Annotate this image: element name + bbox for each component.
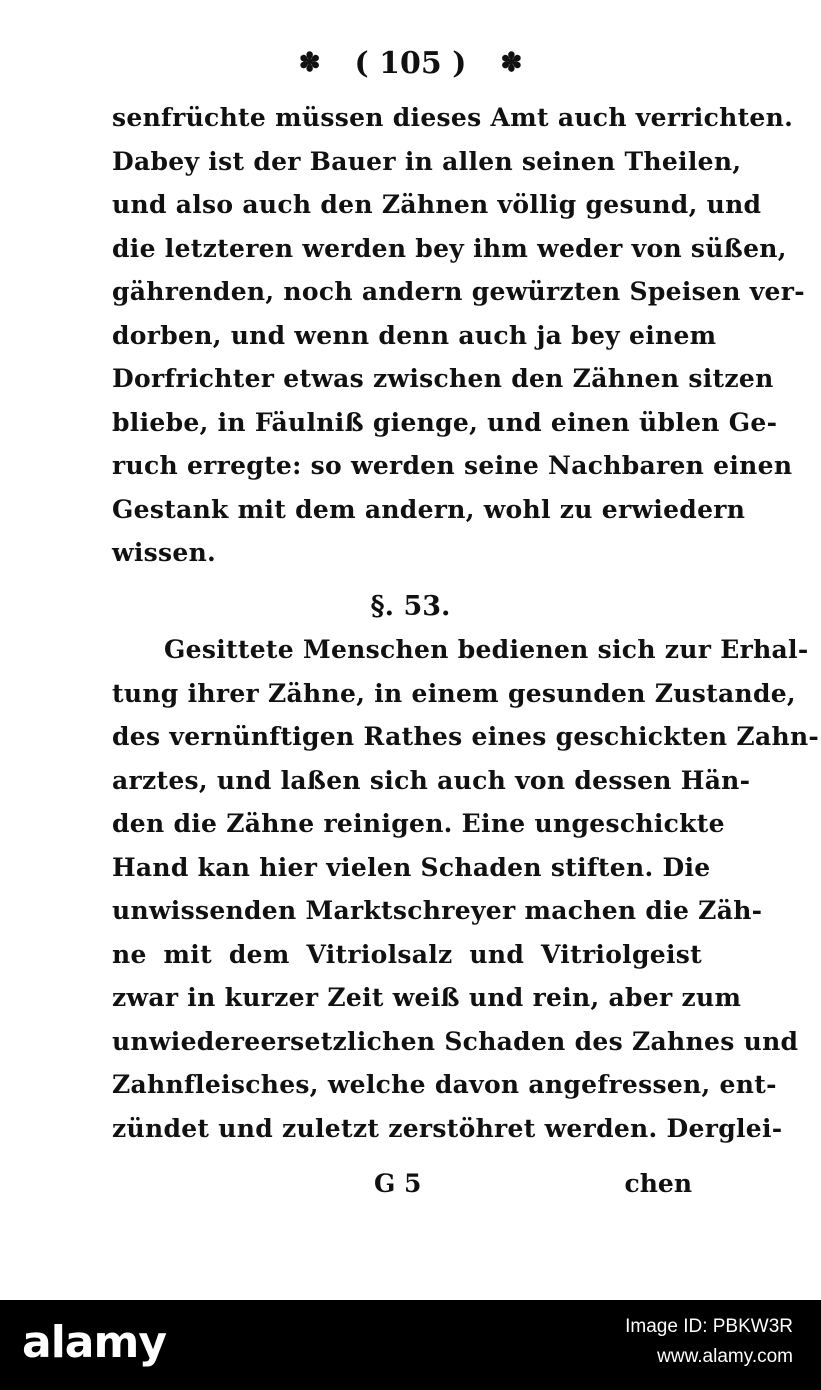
text-line: die letzteren werden bey ihm weder von süßen, bbox=[112, 233, 787, 263]
section-heading: §. 53. bbox=[370, 591, 451, 622]
text-line: bliebe, in Fäulniß gienge, und einen üblen Ge- bbox=[112, 407, 778, 437]
text-line: den die Zähne reinigen. Eine ungeschickte bbox=[112, 809, 725, 838]
text-line: ruch erregte: so werden seine Nachbaren einen bbox=[112, 451, 793, 480]
text-line: unwiedereersetzlichen Schaden des Zahnes und bbox=[112, 1026, 799, 1056]
text-line: und also auch den Zähnen völlig gesund, und bbox=[112, 190, 762, 219]
page-footer bbox=[112, 1162, 692, 1206]
text-line: gährenden, noch andern gewürzten Speisen ver- bbox=[112, 277, 805, 306]
ornament-left-icon: ✽ bbox=[298, 48, 321, 78]
alamy-logo: alamy bbox=[22, 1317, 166, 1368]
text-line: Dabey ist der Bauer in allen seinen Theilen, bbox=[112, 146, 742, 176]
paragraph-1 bbox=[112, 96, 805, 575]
text-line: Zahnfleisches, welche davon angefressen, ent- bbox=[112, 1070, 777, 1099]
text-line: senfrüchte müssen dieses Amt auch verrichten. bbox=[112, 103, 794, 132]
site-url: www.alamy.com bbox=[657, 1346, 793, 1367]
text-line: Gestank mit dem andern, wohl zu erwiedern bbox=[112, 494, 746, 524]
text-line: unwissenden Marktschreyer machen die Zäh- bbox=[112, 896, 763, 925]
text-line: Dorfrichter etwas zwischen den Zähnen sitzen bbox=[112, 364, 774, 393]
text-line: Gesittete Menschen bedienen sich zur Erhal- bbox=[164, 635, 809, 664]
page-number: ( 105 ) bbox=[354, 45, 467, 81]
text-line: tung ihrer Zähne, in einem gesunden Zustande, bbox=[112, 678, 796, 708]
signature-mark: G 5 bbox=[374, 1169, 422, 1198]
text-line: ne mit dem Vitriolsalz und Vitriolgeist bbox=[112, 939, 702, 969]
text-line: Hand kan hier vielen Schaden stiften. Die bbox=[112, 852, 711, 882]
text-line: des vernünftigen Rathes eines geschickten Zahn- bbox=[112, 722, 820, 751]
text-line: zwar in kurzer Zeit weiß und rein, aber zum bbox=[112, 983, 742, 1012]
image-id-label: Image ID: PBKW3R bbox=[625, 1316, 793, 1337]
catchword: chen bbox=[624, 1169, 692, 1198]
ornament-right-icon: ✽ bbox=[500, 48, 523, 78]
paragraph-2 bbox=[112, 628, 820, 1150]
text-line: zündet und zuletzt zerstöhret werden. Derglei- bbox=[112, 1113, 783, 1143]
text-line: arztes, und laßen sich auch von dessen Hän- bbox=[112, 765, 751, 795]
text-line: wissen. bbox=[112, 538, 217, 567]
watermark-banner bbox=[0, 1300, 821, 1390]
text-line: dorben, und wenn denn auch ja bey einem bbox=[112, 320, 717, 350]
page-header bbox=[0, 38, 821, 88]
